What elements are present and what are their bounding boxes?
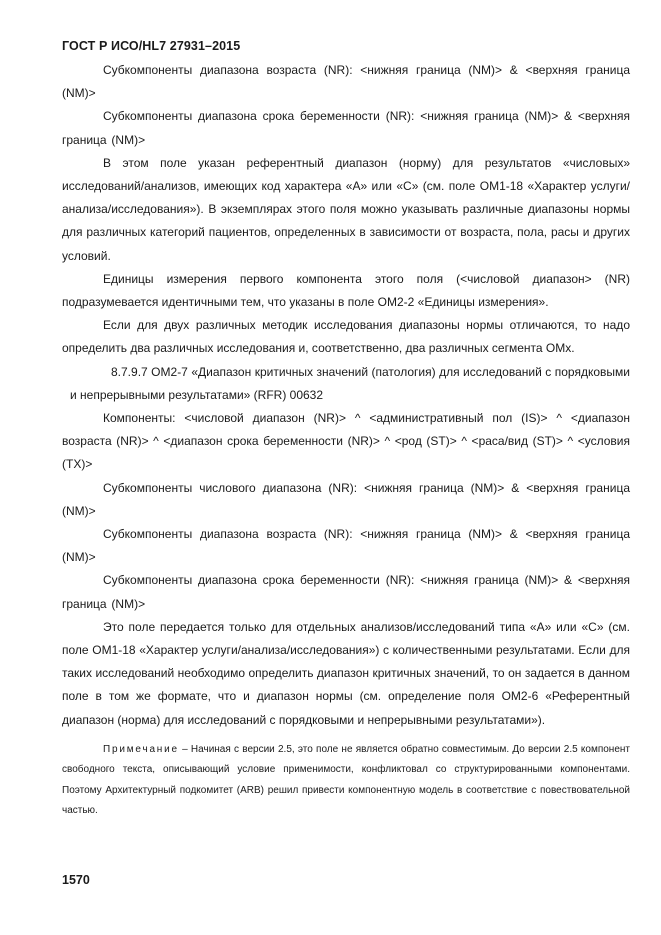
paragraph-units-of-measure: Единицы измерения первого компонента этого поля (<числовой диапазон> (NR) подразумевается идентичными тем, что указаны в поле OM2-2 «Единицы измерения». [62, 271, 630, 310]
paragraph-age-range-subcomponents: Субкомпоненты диапазона возраста (NR): <нижняя граница (NM)> & <верхняя граница (NM)> [62, 63, 630, 101]
document-page [62, 38, 630, 822]
paragraph-gestation-range-subcomponents-2: Субкомпоненты диапазона срока беременности (NR): <нижняя граница (NM)> & <верхняя граница (NM)> [62, 573, 630, 611]
paragraph-gestation-range-subcomponents: Субкомпоненты диапазона срока беременности (NR): <нижняя граница (NM)> & <верхняя граница (NM)> [62, 109, 630, 147]
note-label: Примечание [103, 743, 179, 755]
paragraph-age-range-subcomponents-2: Субкомпоненты диапазона возраста (NR): <нижняя граница (NM)> & <верхняя граница (NM)> [62, 527, 630, 565]
paragraph-two-methods: Если для двух различных методик исследования диапазоны нормы отличаются, то надо определить два различных исследования и, соответственно, два различных сегмента OMx. [62, 318, 630, 356]
paragraph-critical-range-description: Это поле передается только для отдельных анализов/исследований типа «A» или «C» (см. поле OM1-18 «Характер услуги/анализа/исследования») с количественными результатами. Если для таких исследований необходимо определить диапазон критичных значений, то он задается в данном поле в том же формате, что и диапазон нормы (см. определение поля OM2-6 «Референтный диапазон (норма) для исследований с порядковыми и непрерывными результатами»). [62, 619, 630, 727]
paragraph-numeric-range-subcomponents: Субкомпоненты числового диапазона (NR): <нижняя граница (NM)> & <верхняя граница (NM)> [62, 480, 630, 518]
paragraph-reference-range-description: В этом поле указан референтный диапазон (норму) для результатов «числовых» исследований/анализов, имеющих код характера «A» или «C» (см. поле OM1-18 «Характер услуги/анализа/исследования»). В экземплярах этого поля можно указывать различные диапазоны нормы для различных категорий пациентов, определенных в зависимости от возраста, пола, расы и других условий. [62, 155, 630, 263]
paragraph-components: Компоненты: <числовой диапазон (NR)> ^ <административный пол (IS)> ^ <диапазон возраста (NR)> ^ <диапазон срока беременности (NR)> ^ <род (ST)> ^ <раса/вид (ST)> ^ <условия (TX)> [62, 411, 630, 472]
page-number: 1570 [62, 873, 90, 887]
note-text: – Начиная с версии 2.5, это поле не является обратно совместимым. До версии 2.5 компонент свободного текста, описывающий условие применимости, конфликтовал со структурированными компонентами. Поэтому Архитектурный подкомитет (ARB) решил привести компонентную модель в соответствие с повествовательной частью. [62, 743, 630, 817]
standard-header: ГОСТ Р ИСО/HL7 27931–2015 [62, 39, 241, 53]
note [62, 740, 630, 822]
section-heading-om2-7: 8.7.9.7 OM2-7 «Диапазон критичных значений (патология) для исследований с порядковыми и непрерывными результатами» (RFR) 00632 [70, 364, 630, 402]
